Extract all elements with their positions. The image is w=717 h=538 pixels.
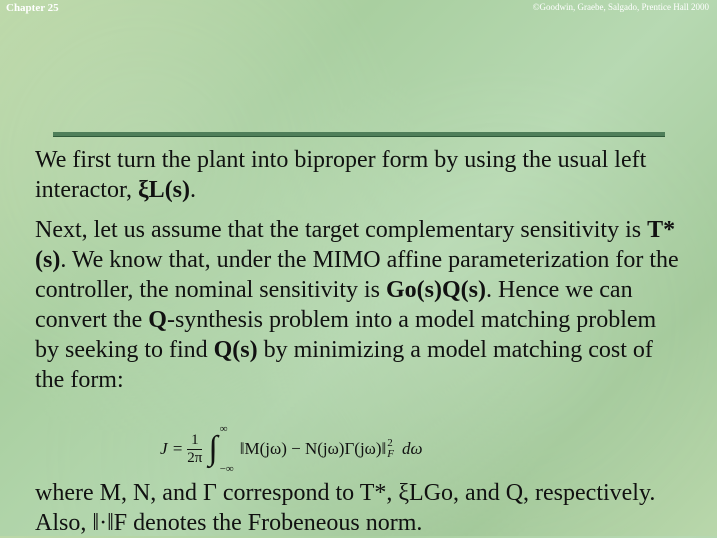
fraction-denominator: 2π [187,449,203,466]
p2-seg-2: . We know that, under the MIMO affine parameterization for the controller, the nominal sensitivity is [35,247,679,303]
norm-subscript: F [387,448,395,460]
q-symbol: Q [148,307,167,333]
copyright-notice: ©Goodwin, Graebe, Salgado, Prentice Hall 2000 [532,2,709,12]
paragraph-1-text: We first turn the plant into biproper form by using the usual left interactor, [35,147,647,203]
equation-body: ‖M(jω) − N(jω)Γ(jω)‖ [239,439,387,458]
go-q-symbol: Go(s)Q(s) [386,277,486,303]
p2-seg-1: Next, let us assume that the target complementary sensitivity is [35,217,648,243]
cost-equation [160,423,423,475]
equation-differential: dω [402,439,423,458]
t-star-symbol: T*(s) [35,217,676,273]
norm-exponent: 2 [387,437,393,449]
chapter-label: Chapter 25 [6,2,59,14]
fraction-numerator: 1 [191,431,199,448]
p2-seg-5: by minimizing a model matching cost of the form: [35,337,653,393]
interactor-symbol: ξL(s) [137,177,191,203]
q-s-symbol: Q(s) [213,337,258,363]
norm-indices [387,438,394,460]
paragraph-correspondence: where M, N, and Γ correspond to T*, ξLGo, and Q, respectively. Also, ‖·‖F denotes the Frobeneous norm. [35,480,656,536]
integral-sign: ∫ [208,430,218,467]
paragraph-1-end: . [190,177,197,203]
integral-lower-limit: −∞ [219,463,234,475]
integral-upper-limit: ∞ [219,423,228,435]
equation-lhs: J = [160,439,184,458]
p2-seg-3: . Hence we can convert the [35,277,633,333]
p2-seg-4: -synthesis problem into a model matching problem by seeking to find [35,307,657,363]
integral-limits [220,423,234,475]
paragraph-sensitivity [35,215,685,395]
equation-fraction [187,432,202,467]
paragraph-biproper [35,145,685,205]
divider-rule [53,132,665,137]
